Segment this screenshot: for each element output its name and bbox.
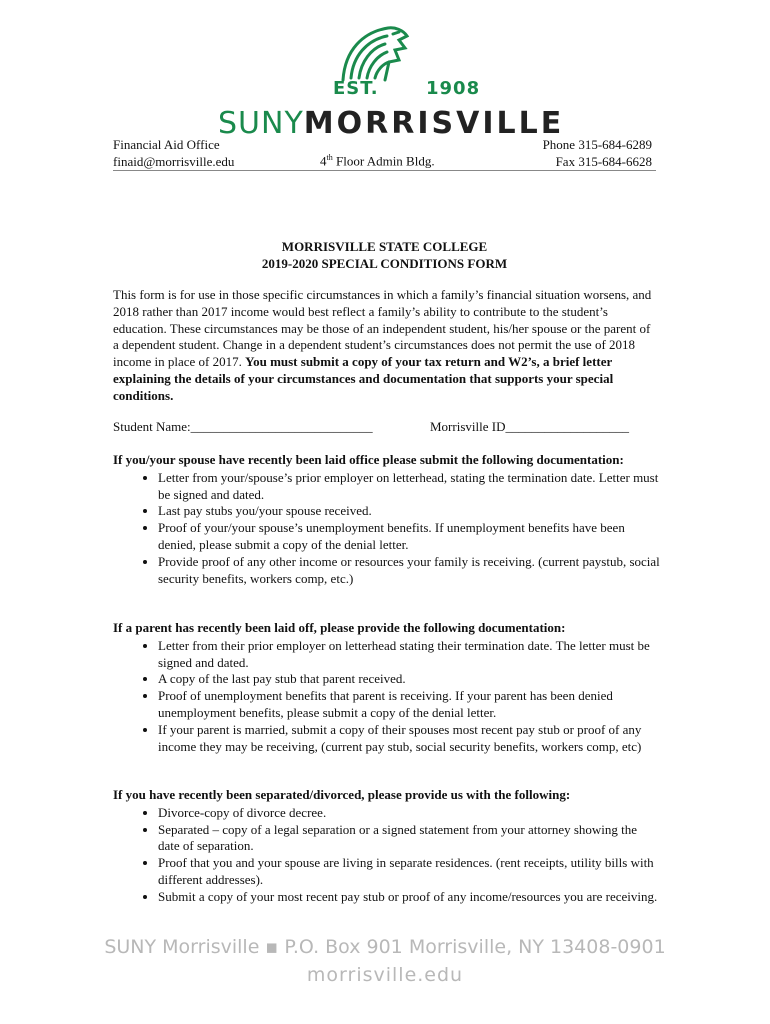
wordmark-morrisville: MORRISVILLE [303, 106, 565, 141]
form-title-name: 2019-2020 SPECIAL CONDITIONS FORM [261, 256, 508, 271]
section-heading: If a parent has recently been laid off, please provide the following documentation: [113, 620, 566, 635]
section-laid-off-self [113, 452, 661, 587]
footer-website[interactable]: morrisville.edu [306, 964, 464, 986]
office-fax: Fax 315-684-6628 [555, 154, 652, 169]
list-item: • A copy of the last pay stub that parent received. [158, 671, 661, 688]
floor-building: Floor Admin Bldg. [332, 153, 435, 169]
header-divider [113, 170, 656, 171]
documentation-list [113, 638, 661, 756]
documentation-list [113, 470, 661, 588]
list-item: • Separated – copy of a legal separation or a signed statement from your attorney showing the date of separation. [158, 822, 661, 856]
footer-address: SUNY Morrisville ▪ P.O. Box 901 Morrisville, NY 13408-0901 [104, 936, 666, 958]
list-item: • If your parent is married, submit a copy of their spouses most recent pay stub or proof of any income they may be receiving, (current pay stub, social security benefits, workers comp, etc) [158, 722, 661, 756]
list-item: • Last pay stubs you/your spouse received. [158, 503, 661, 520]
intro-paragraph [113, 287, 658, 405]
intro-text: This form is for use in those specific circumstances in which a family’s financial situation worsens, and 2018 rather than 2017 income would best reflect a family’s ability to contribute to the student’s education. These circumstances may be those of an independent student, his/her spouse or the parent of a dependent student. Change in a dependent student’s circumstances does not permit the use of 2018 income in place of 2017. [113, 287, 652, 370]
section-heading: If you/your spouse have recently been laid office please submit the following documentation: [113, 452, 624, 467]
section-heading: If you have recently been separated/divorced, please provide us with the following: [113, 787, 571, 802]
office-email[interactable]: finaid@morrisville.edu [113, 154, 235, 169]
section-laid-off-parent [113, 620, 661, 755]
office-phone-fax [543, 136, 652, 170]
student-name-field[interactable]: Student Name:____________________________ [113, 419, 373, 434]
office-contact [113, 136, 234, 170]
list-item: • Proof of unemployment benefits that parent is receiving. If your parent has been denied unemployment benefits, please submit a copy of the denial letter. [158, 688, 661, 722]
list-item: • Submit a copy of your most recent pay stub or proof of any income/resources you are receiving. [158, 889, 661, 906]
wordmark-suny: SUNY [218, 106, 304, 141]
office-phone: Phone 315-684-6289 [542, 137, 652, 152]
suny-morrisville-wordmark [218, 106, 564, 141]
form-title-college: MORRISVILLE STATE COLLEGE [281, 239, 488, 254]
floor-suffix: th [326, 153, 333, 162]
office-name: Financial Aid Office [113, 137, 220, 152]
list-item: • Divorce-copy of divorce decree. [158, 805, 661, 822]
list-item: • Letter from your/spouse’s prior employer on letterhead, stating the termination date. Letter must be signed and dated. [158, 470, 661, 504]
section-separated-divorced [113, 787, 661, 906]
intro-requirement: You must submit a copy of your tax return and W2’s, a brief letter explaining the details of your circumstances and documentation that supports your special conditions. [113, 354, 614, 403]
student-fields [113, 419, 658, 435]
morrisville-id-field[interactable]: Morrisville ID___________________ [430, 419, 629, 434]
list-item: • Provide proof of any other income or resources your family is receiving. (current paystub, social security benefits, workers comp, etc.) [158, 554, 661, 588]
list-item: • Proof of your/your spouse’s unemployment benefits. If unemployment benefits have been denied, please submit a copy of the denial letter. [158, 520, 661, 554]
established-label: EST. [333, 78, 379, 99]
office-location [320, 149, 435, 169]
floor-number: 4 [320, 153, 327, 169]
list-item: • Proof that you and your spouse are living in separate residences. (rent receipts, utility bills with different addresses). [158, 855, 661, 889]
established-year: 1908 [426, 78, 481, 99]
list-item: • Letter from their prior employer on letterhead stating their termination date. The letter must be signed and dated. [158, 638, 661, 672]
documentation-list [113, 805, 661, 906]
